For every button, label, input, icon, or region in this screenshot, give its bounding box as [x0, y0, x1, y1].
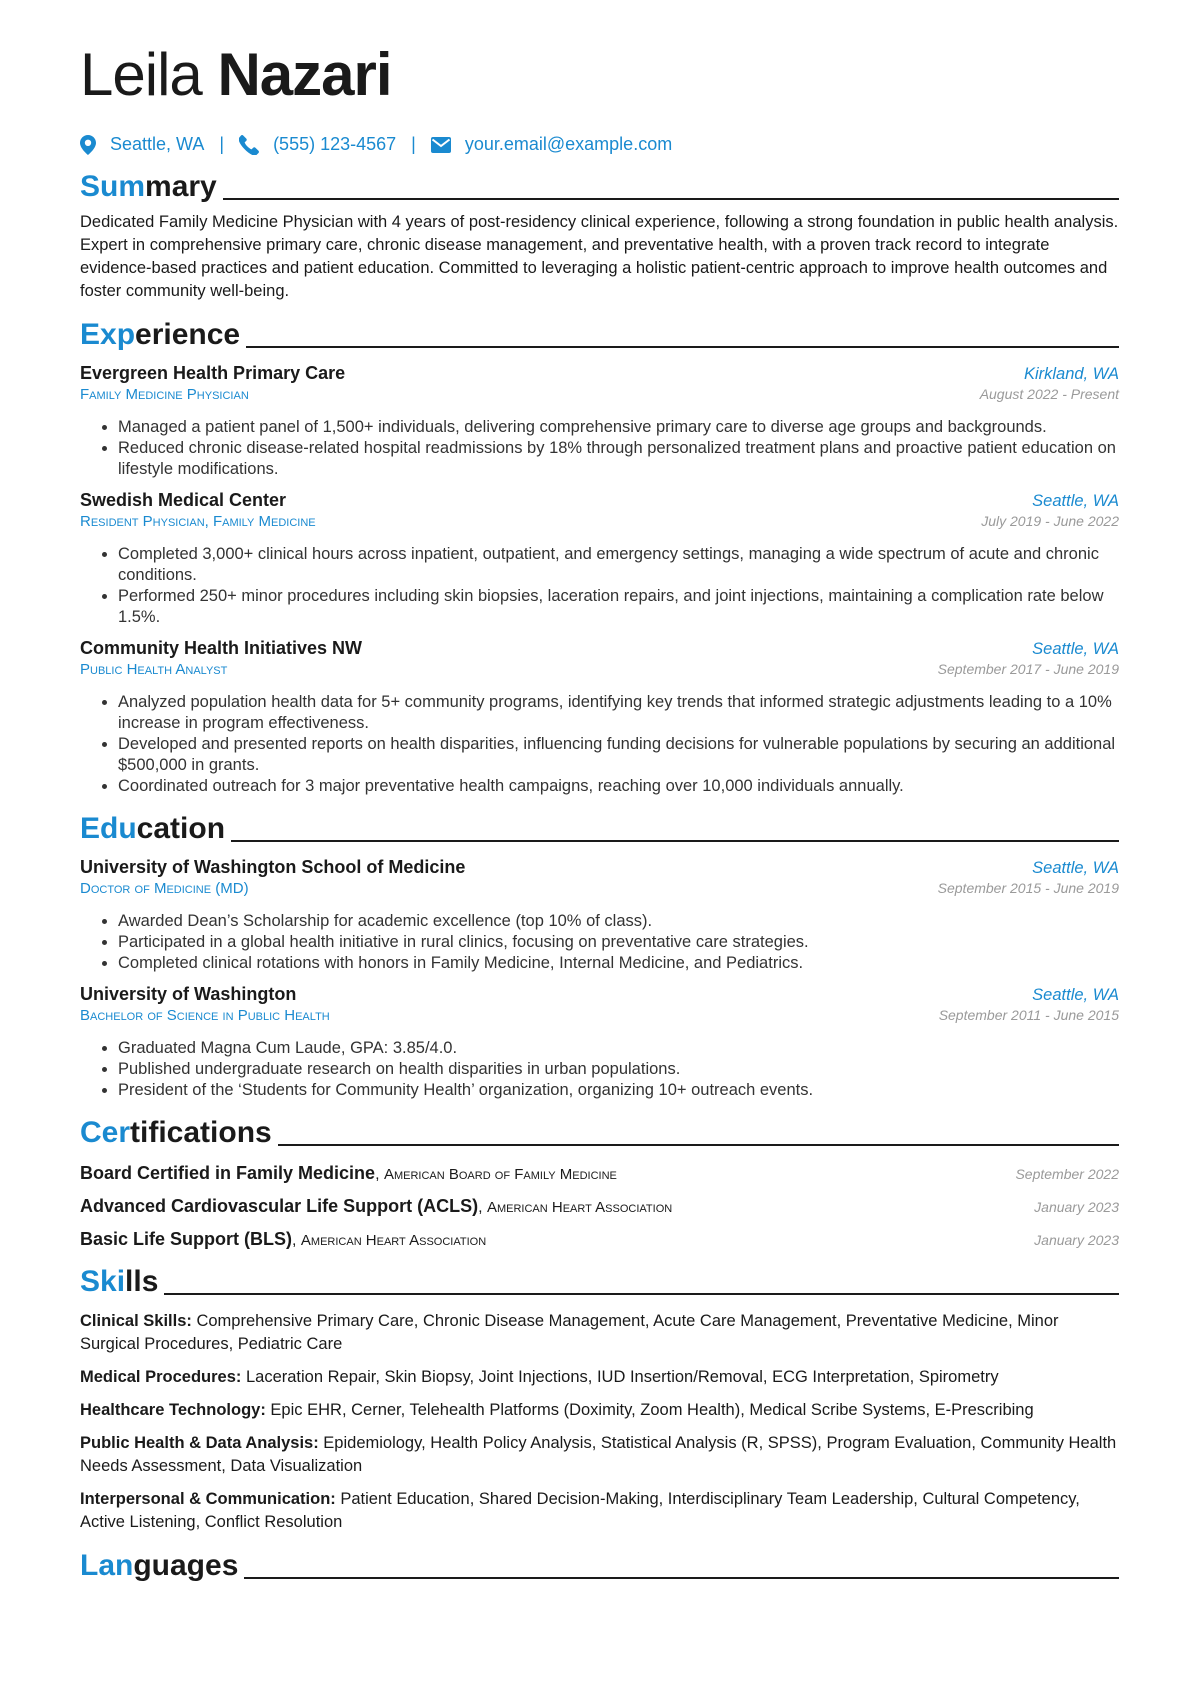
- skill-row: [80, 1488, 1119, 1534]
- contact-bar: [80, 134, 1119, 155]
- cert-issuer: American Heart Association: [300, 1232, 487, 1249]
- education-entry: [80, 857, 1119, 974]
- entry-dates: September 2011 - June 2015: [938, 1007, 1119, 1023]
- skills-title-accent: Ski: [80, 1265, 126, 1298]
- contact-email[interactable]: [431, 134, 672, 155]
- summary-heading: [80, 169, 1119, 205]
- education-title-rest: cation: [136, 812, 226, 845]
- entry-location: Seattle, WA: [1032, 986, 1119, 1004]
- phone-icon: [239, 135, 259, 155]
- cert-date: January 2023: [1034, 1199, 1119, 1215]
- skill-values: Epic EHR, Cerner, Telehealth Platforms (Doximity, Zoom Health), Medical Scribe Systems, E-Prescribing: [270, 1401, 1034, 1419]
- languages-heading: [80, 1548, 1119, 1584]
- location-text: Seattle, WA: [110, 134, 205, 154]
- bullet-list: [80, 1038, 1119, 1101]
- school-name: University of Washington: [80, 984, 297, 1004]
- skill-category: Clinical Skills:: [80, 1312, 192, 1330]
- experience-entry: [80, 490, 1119, 628]
- job-title: Public Health Analyst: [80, 661, 228, 678]
- degree-name: Bachelor of Science in Public Health: [80, 1007, 330, 1024]
- summary-title-rest: mary: [145, 170, 217, 203]
- skill-values: Comprehensive Primary Care, Chronic Disease Management, Acute Care Management, Preventative Medicine, Minor Surgical Procedures, Pediatric Care: [80, 1312, 1059, 1353]
- bullet-item: • Participated in a global health initiative in rural clinics, focusing on preventative care strategies.: [118, 932, 1119, 953]
- contact-separator: |: [219, 134, 225, 154]
- cert-title: Board Certified in Family Medicine: [80, 1163, 376, 1183]
- cert-issuer: American Heart Association: [486, 1199, 673, 1216]
- job-title: Resident Physician, Family Medicine: [80, 513, 316, 530]
- summary-title: [80, 169, 217, 205]
- skill-values: Epidemiology, Health Policy Analysis, Statistical Analysis (R, SPSS), Program Evaluation, Community Health Needs Assessment, Data Visualization: [80, 1434, 1117, 1475]
- degree-name: Doctor of Medicine (MD): [80, 880, 249, 897]
- certifications-title-accent: Cer: [80, 1116, 131, 1149]
- envelope-icon: [431, 137, 451, 153]
- education-title: [80, 811, 225, 847]
- certification-item: Board Certified in Family Medicine, American Board of Family Medicine September 2022: [80, 1163, 1119, 1183]
- experience-entry: [80, 363, 1119, 480]
- education-heading: [80, 811, 1119, 847]
- employer-name: Community Health Initiatives NW: [80, 638, 363, 658]
- bullet-item: • Developed and presented reports on health disparities, influencing funding decisions for vulnerable populations by securing an additional $500,000 in grants.: [118, 734, 1119, 776]
- map-pin-icon: [80, 135, 96, 155]
- contact-phone[interactable]: [239, 134, 396, 155]
- section-rule: [223, 198, 1119, 200]
- skill-row: [80, 1366, 1119, 1389]
- skills-title: [80, 1264, 158, 1300]
- bullet-item: • President of the ‘Students for Community Health’ organization, organizing 10+ outreach events.: [118, 1080, 1119, 1101]
- skill-category: Public Health & Data Analysis:: [80, 1434, 319, 1452]
- experience-entry: [80, 638, 1119, 797]
- entry-dates: September 2015 - June 2019: [937, 880, 1119, 896]
- skills-heading: [80, 1264, 1119, 1300]
- cert-issuer: American Board of Family Medicine: [383, 1166, 617, 1183]
- skill-values: Patient Education, Shared Decision-Making, Interdisciplinary Team Leadership, Cultural Competency, Active Listening, Conflict Resolution: [80, 1490, 1080, 1531]
- bullet-item: • Reduced chronic disease-related hospital readmissions by 18% through personalized treatment plans and proactive patient education on lifestyle modifications.: [118, 438, 1119, 480]
- experience-title-accent: Exp: [80, 318, 136, 351]
- job-title: Family Medicine Physician: [80, 386, 249, 403]
- bullet-list: [80, 417, 1119, 480]
- skill-category: Healthcare Technology:: [80, 1401, 266, 1419]
- cert-title: Advanced Cardiovascular Life Support (ACLS): [80, 1196, 479, 1216]
- summary-text: Dedicated Family Medicine Physician with 4 years of post-residency clinical experience, following a strong foundation in public health analysis. Expert in comprehensive primary care, chronic disease management, and preventative health, with a proven track record to integrate evidence-based practices and patient education. Committed to leveraging a holistic patient-centric approach to improve health outcomes and foster community well-being.: [80, 213, 1119, 300]
- skill-category: Interpersonal & Communication:: [80, 1490, 336, 1508]
- section-rule: [246, 346, 1119, 348]
- certifications-heading: [80, 1115, 1119, 1151]
- bullet-item: • Awarded Dean’s Scholarship for academic excellence (top 10% of class).: [118, 911, 1119, 932]
- entry-dates: August 2022 - Present: [979, 386, 1119, 402]
- bullet-list: [80, 911, 1119, 974]
- experience-title-rest: erience: [135, 318, 241, 351]
- section-rule: [278, 1144, 1119, 1146]
- first-name: Leila: [80, 41, 202, 108]
- education-entry: [80, 984, 1119, 1101]
- bullet-item: • Coordinated outreach for 3 major preventative health campaigns, reaching over 10,000 individuals annually.: [118, 776, 1119, 797]
- skill-row: [80, 1399, 1119, 1422]
- bullet-item: • Graduated Magna Cum Laude, GPA: 3.85/4.0.: [118, 1038, 1119, 1059]
- candidate-name: [80, 40, 1119, 110]
- bullet-item: • Completed clinical rotations with honors in Family Medicine, Internal Medicine, and Pediatrics.: [118, 953, 1119, 974]
- last-name: Nazari: [217, 41, 392, 108]
- entry-dates: July 2019 - June 2022: [981, 513, 1119, 529]
- certification-item: Basic Life Support (BLS), American Heart Association January 2023: [80, 1229, 1119, 1249]
- summary-title-accent: Sum: [80, 170, 146, 203]
- phone-text[interactable]: (555) 123-4567: [273, 134, 397, 154]
- certifications-title-rest: tifications: [130, 1116, 272, 1149]
- bullet-item: • Analyzed population health data for 5+ community programs, identifying key trends that informed strategic adjustments leading to a 10% increase in program effectiveness.: [118, 692, 1119, 734]
- bullet-item: • Performed 250+ minor procedures including skin biopsies, laceration repairs, and joint injections, maintaining a complication rate below 1.5%.: [118, 586, 1119, 628]
- bullet-item: • Published undergraduate research on health disparities in urban populations.: [118, 1059, 1119, 1080]
- school-name: University of Washington School of Medicine: [80, 857, 466, 877]
- contact-separator: |: [411, 134, 416, 154]
- skill-category: Medical Procedures:: [80, 1368, 242, 1386]
- resume-page: [80, 40, 1119, 1584]
- entry-dates: September 2017 - June 2019: [937, 661, 1119, 677]
- skill-row: [80, 1432, 1119, 1478]
- languages-title-rest: guages: [133, 1549, 239, 1582]
- contact-location: [80, 134, 204, 155]
- employer-name: Swedish Medical Center: [80, 490, 287, 510]
- section-rule: [231, 840, 1119, 842]
- entry-location: Seattle, WA: [1032, 640, 1119, 658]
- certifications-title: [80, 1115, 272, 1151]
- education-title-accent: Edu: [80, 812, 137, 845]
- languages-title-accent: Lan: [80, 1549, 134, 1582]
- entry-location: Seattle, WA: [1032, 492, 1119, 510]
- employer-name: Evergreen Health Primary Care: [80, 363, 346, 383]
- entry-location: Seattle, WA: [1032, 859, 1119, 877]
- section-rule: [164, 1293, 1119, 1295]
- experience-title: [80, 317, 240, 353]
- bullet-item: • Completed 3,000+ clinical hours across inpatient, outpatient, and emergency settings, managing a wide spectrum of acute and chronic conditions.: [118, 544, 1119, 586]
- section-rule: [244, 1577, 1119, 1579]
- bullet-list: [80, 544, 1119, 628]
- bullet-list: [80, 692, 1119, 797]
- bullet-item: • Managed a patient panel of 1,500+ individuals, delivering comprehensive primary care to diverse age groups and backgrounds.: [118, 417, 1119, 438]
- certification-item: Advanced Cardiovascular Life Support (ACLS), American Heart Association January 2023: [80, 1196, 1119, 1216]
- cert-title: Basic Life Support (BLS): [80, 1229, 293, 1249]
- skill-values: Laceration Repair, Skin Biopsy, Joint Injections, IUD Insertion/Removal, ECG Interpretation, Spirometry: [245, 1368, 999, 1386]
- skills-title-rest: lls: [125, 1265, 159, 1298]
- skill-row: [80, 1310, 1119, 1356]
- languages-title: [80, 1548, 238, 1584]
- cert-date: September 2022: [1015, 1166, 1119, 1182]
- cert-date: January 2023: [1034, 1232, 1119, 1248]
- entry-location: Kirkland, WA: [1023, 365, 1119, 383]
- email-link[interactable]: your.email@example.com: [464, 134, 673, 154]
- experience-heading: [80, 317, 1119, 353]
